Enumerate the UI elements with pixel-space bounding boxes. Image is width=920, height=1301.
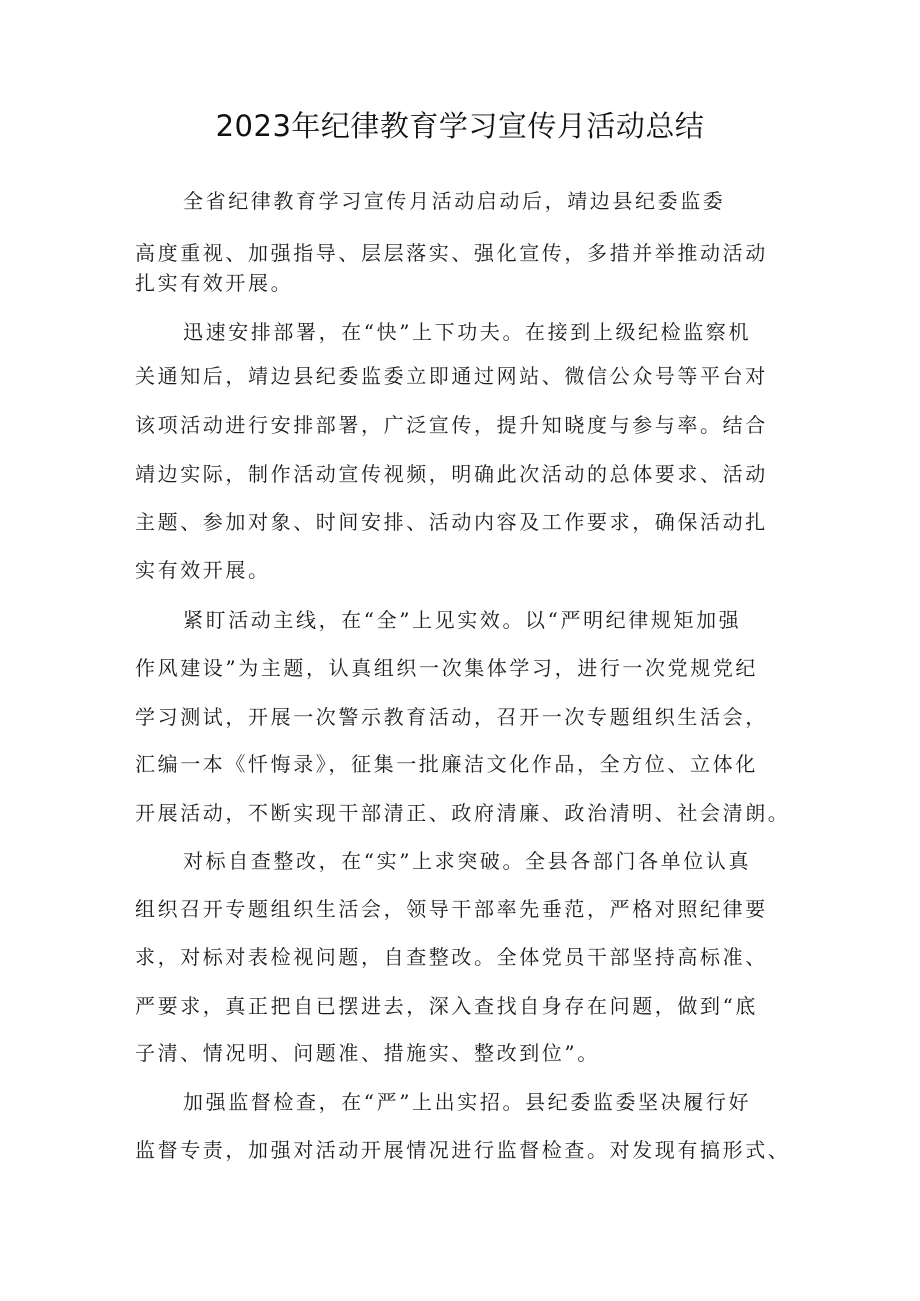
paragraph-line: 主题、参加对象、时间安排、活动内容及工作要求，确保活动扎 [135, 510, 768, 534]
paragraph-line: 严要求，真正把自已摆进去，深入查找自身存在问题，做到“底 [135, 994, 759, 1018]
paragraph-line: 全省纪律教育学习宣传月活动启动后，靖边县纪委监委 [183, 189, 726, 213]
paragraph-line: 高度重视、加强指导、层层落实、强化宣传，多措并举推动活动 [135, 241, 768, 265]
paragraph-line: 子清、情况明、问题准、措施实、整改到位”。 [135, 1041, 600, 1065]
paragraph-line: 监督专责，加强对活动开展情况进行监督检查。对发现有搞形式、 [135, 1138, 791, 1162]
paragraph-line: 靖边实际，制作活动宣传视频，明确此次活动的总体要求、活动 [135, 462, 768, 486]
paragraph-line: 紧盯活动主线，在“全”上见实效。以“严明纪律规矩加强 [183, 608, 742, 632]
paragraph-line: 加强监督检查，在“严”上出实招。县纪委监委坚决履行好 [183, 1090, 752, 1114]
paragraph-line: 对标自查整改，在“实”上求突破。全县各部门各单位认真 [183, 849, 752, 873]
paragraph-line: 关通知后，靖边县纪委监委立即通过网站、微信公众号等平台对 [135, 364, 768, 388]
paragraph-line: 扎实有效开展。 [135, 271, 294, 295]
paragraph-line: 该项活动进行安排部署，广泛宣传，提升知晓度与参与率。结合 [135, 413, 768, 437]
paragraph-line: 实有效开展。 [135, 558, 271, 582]
document-title: 2023年纪律教育学习宣传月活动总结 [215, 109, 705, 143]
paragraph-line: 求，对标对表检视问题，自查整改。全体党员干部坚持高标准、 [135, 945, 768, 969]
paragraph-line: 汇编一本《忏悔录》，征集一批廉洁文化作品，全方位、立体化 [135, 752, 758, 776]
paragraph-line: 作风建设”为主题，认真组织一次集体学习，进行一次党规党纪 [135, 656, 759, 680]
paragraph-line: 开展活动，不断实现干部清正、政府清廉、政治清明、社会清朗。 [135, 801, 791, 825]
paragraph-line: 组织召开专题组织生活会，领导干部率先垂范，严格对照纪律要 [135, 897, 768, 921]
paragraph-line: 迅速安排部署，在“快”上下功夫。在接到上级纪检监察机 [183, 320, 752, 344]
paragraph-line: 学习测试，开展一次警示教育活动，召开一次专题组织生活会， [135, 705, 768, 729]
